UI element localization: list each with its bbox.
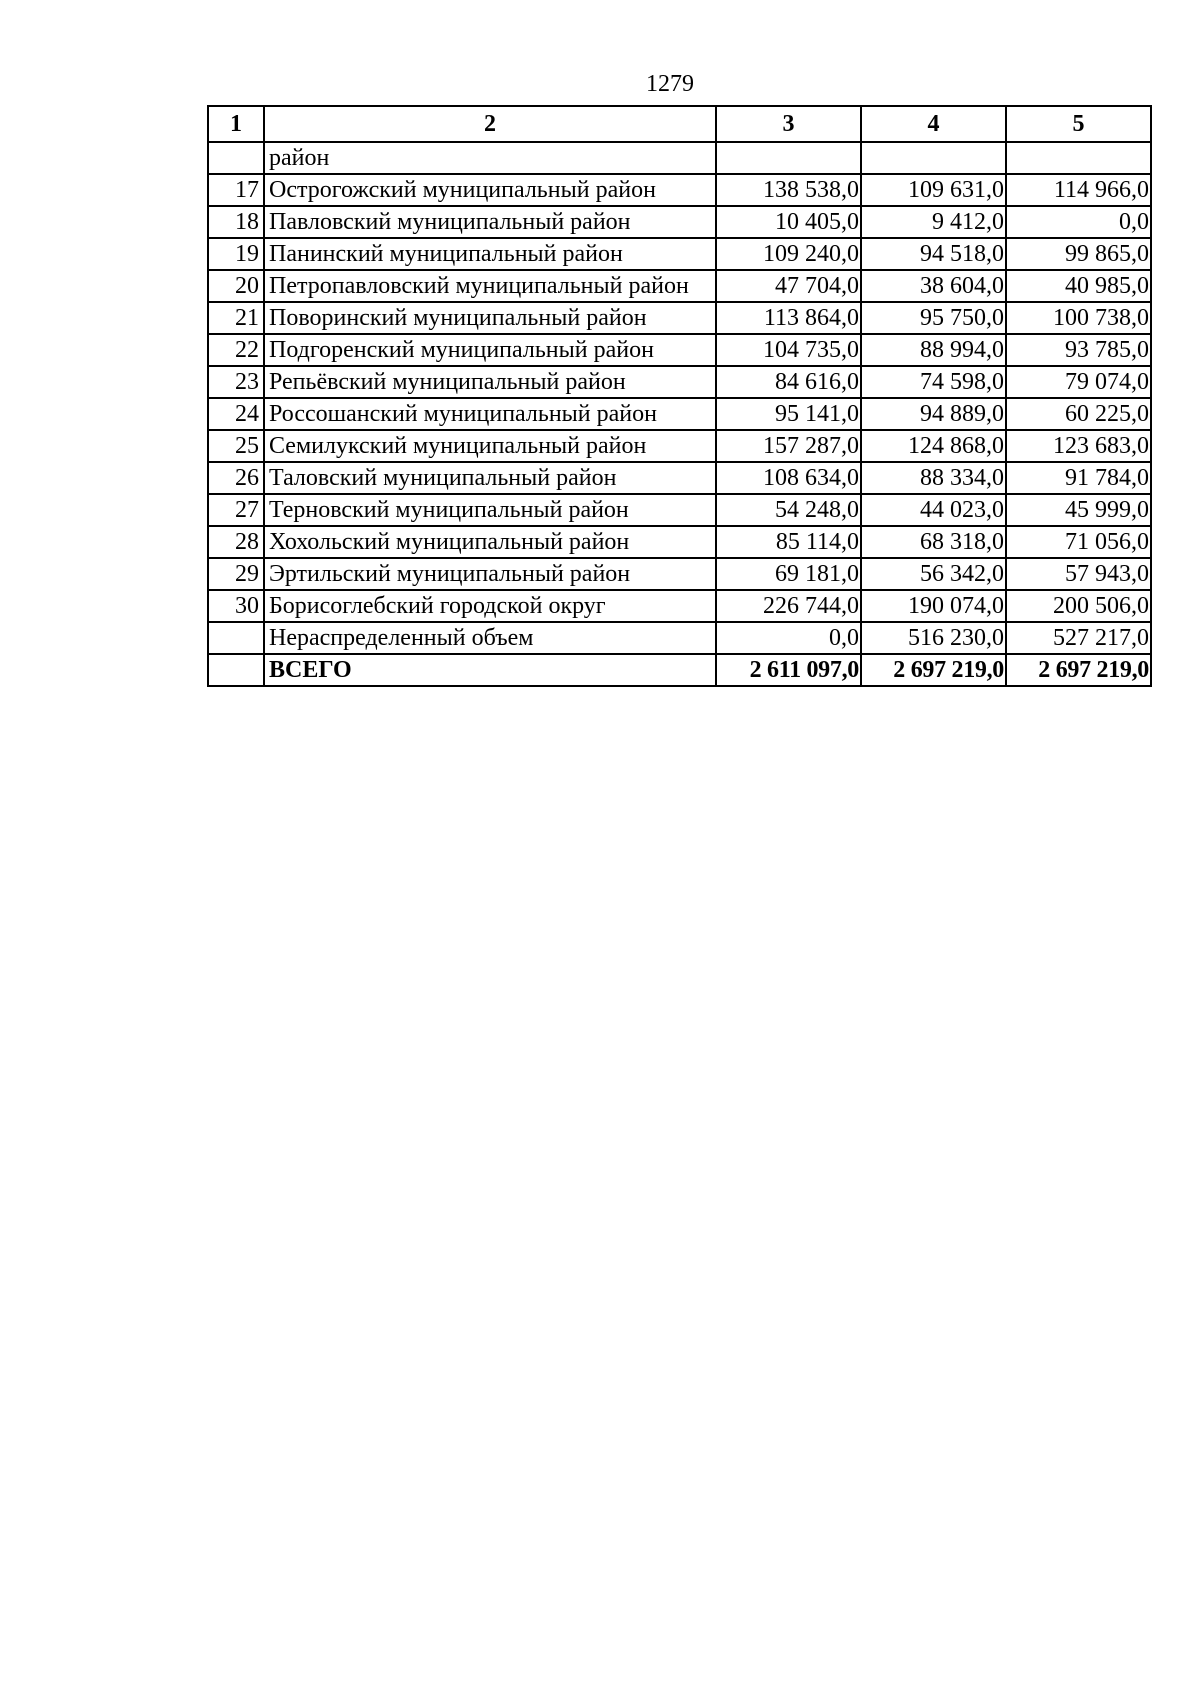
value-col-3: 138 538,0 <box>716 174 861 206</box>
row-number <box>208 654 264 686</box>
value-col-5: 527 217,0 <box>1006 622 1151 654</box>
value-col-3: 54 248,0 <box>716 494 861 526</box>
row-name: Хохольский муниципальный район <box>264 526 716 558</box>
row-number: 20 <box>208 270 264 302</box>
total-row <box>208 654 1151 686</box>
row-number: 25 <box>208 430 264 462</box>
row-number: 24 <box>208 398 264 430</box>
table-row <box>208 590 1151 622</box>
row-name: Павловский муниципальный район <box>264 206 716 238</box>
row-number: 26 <box>208 462 264 494</box>
value-col-5: 93 785,0 <box>1006 334 1151 366</box>
row-name: Нераспределенный объем <box>264 622 716 654</box>
header-col-2: 2 <box>264 106 716 142</box>
row-name: Терновский муниципальный район <box>264 494 716 526</box>
value-col-5: 0,0 <box>1006 206 1151 238</box>
value-col-4: 109 631,0 <box>861 174 1006 206</box>
value-col-5: 40 985,0 <box>1006 270 1151 302</box>
value-col-3: 108 634,0 <box>716 462 861 494</box>
table-body <box>208 142 1151 686</box>
value-col-4: 516 230,0 <box>861 622 1006 654</box>
value-col-4: 2 697 219,0 <box>861 654 1006 686</box>
row-number <box>208 142 264 174</box>
row-name: Россошанский муниципальный район <box>264 398 716 430</box>
value-col-5: 100 738,0 <box>1006 302 1151 334</box>
row-name: район <box>264 142 716 174</box>
value-col-3: 157 287,0 <box>716 430 861 462</box>
value-col-4: 190 074,0 <box>861 590 1006 622</box>
page-number: 1279 <box>646 71 694 97</box>
table-row <box>208 302 1151 334</box>
row-name: Подгоренский муниципальный район <box>264 334 716 366</box>
value-col-5: 91 784,0 <box>1006 462 1151 494</box>
row-number: 29 <box>208 558 264 590</box>
value-col-3 <box>716 142 861 174</box>
table-row <box>208 462 1151 494</box>
value-col-5: 71 056,0 <box>1006 526 1151 558</box>
data-table <box>207 105 1152 687</box>
table-row <box>208 366 1151 398</box>
row-number: 19 <box>208 238 264 270</box>
value-col-4: 95 750,0 <box>861 302 1006 334</box>
value-col-3: 84 616,0 <box>716 366 861 398</box>
value-col-4 <box>861 142 1006 174</box>
value-col-5: 79 074,0 <box>1006 366 1151 398</box>
value-col-4: 88 994,0 <box>861 334 1006 366</box>
value-col-3: 0,0 <box>716 622 861 654</box>
value-col-3: 10 405,0 <box>716 206 861 238</box>
value-col-4: 44 023,0 <box>861 494 1006 526</box>
value-col-3: 47 704,0 <box>716 270 861 302</box>
row-name: Эртильский муниципальный район <box>264 558 716 590</box>
value-col-5: 114 966,0 <box>1006 174 1151 206</box>
row-number: 21 <box>208 302 264 334</box>
value-col-4: 38 604,0 <box>861 270 1006 302</box>
header-col-5: 5 <box>1006 106 1151 142</box>
value-col-3: 226 744,0 <box>716 590 861 622</box>
value-col-3: 69 181,0 <box>716 558 861 590</box>
table-row <box>208 174 1151 206</box>
row-number: 28 <box>208 526 264 558</box>
table-row <box>208 558 1151 590</box>
value-col-3: 113 864,0 <box>716 302 861 334</box>
row-name: Борисоглебский городской округ <box>264 590 716 622</box>
row-number: 27 <box>208 494 264 526</box>
value-col-4: 56 342,0 <box>861 558 1006 590</box>
value-col-5: 2 697 219,0 <box>1006 654 1151 686</box>
table-row <box>208 142 1151 174</box>
value-col-5: 57 943,0 <box>1006 558 1151 590</box>
value-col-3: 95 141,0 <box>716 398 861 430</box>
value-col-5: 123 683,0 <box>1006 430 1151 462</box>
header-col-1: 1 <box>208 106 264 142</box>
header-col-3: 3 <box>716 106 861 142</box>
row-name: ВСЕГО <box>264 654 716 686</box>
value-col-3: 109 240,0 <box>716 238 861 270</box>
table-row <box>208 206 1151 238</box>
row-name: Панинский муниципальный район <box>264 238 716 270</box>
table-row <box>208 430 1151 462</box>
value-col-5 <box>1006 142 1151 174</box>
row-name: Семилукский муниципальный район <box>264 430 716 462</box>
value-col-4: 68 318,0 <box>861 526 1006 558</box>
table-row <box>208 334 1151 366</box>
row-name: Петропавловский муниципальный район <box>264 270 716 302</box>
row-number: 17 <box>208 174 264 206</box>
value-col-4: 74 598,0 <box>861 366 1006 398</box>
value-col-5: 200 506,0 <box>1006 590 1151 622</box>
header-row <box>208 106 1151 142</box>
value-col-4: 94 518,0 <box>861 238 1006 270</box>
value-col-4: 94 889,0 <box>861 398 1006 430</box>
table-header <box>208 106 1151 142</box>
row-name: Поворинский муниципальный район <box>264 302 716 334</box>
value-col-4: 124 868,0 <box>861 430 1006 462</box>
row-name: Таловский муниципальный район <box>264 462 716 494</box>
row-name: Репьёвский муниципальный район <box>264 366 716 398</box>
table-row <box>208 238 1151 270</box>
row-name: Острогожский муниципальный район <box>264 174 716 206</box>
value-col-3: 104 735,0 <box>716 334 861 366</box>
table-row <box>208 526 1151 558</box>
row-number: 23 <box>208 366 264 398</box>
value-col-4: 88 334,0 <box>861 462 1006 494</box>
row-number: 18 <box>208 206 264 238</box>
header-col-4: 4 <box>861 106 1006 142</box>
value-col-5: 45 999,0 <box>1006 494 1151 526</box>
value-col-5: 99 865,0 <box>1006 238 1151 270</box>
row-number <box>208 622 264 654</box>
table-row <box>208 622 1151 654</box>
row-number: 30 <box>208 590 264 622</box>
value-col-3: 2 611 097,0 <box>716 654 861 686</box>
table-row <box>208 270 1151 302</box>
row-number: 22 <box>208 334 264 366</box>
table-row <box>208 494 1151 526</box>
value-col-3: 85 114,0 <box>716 526 861 558</box>
table-row <box>208 398 1151 430</box>
value-col-4: 9 412,0 <box>861 206 1006 238</box>
value-col-5: 60 225,0 <box>1006 398 1151 430</box>
